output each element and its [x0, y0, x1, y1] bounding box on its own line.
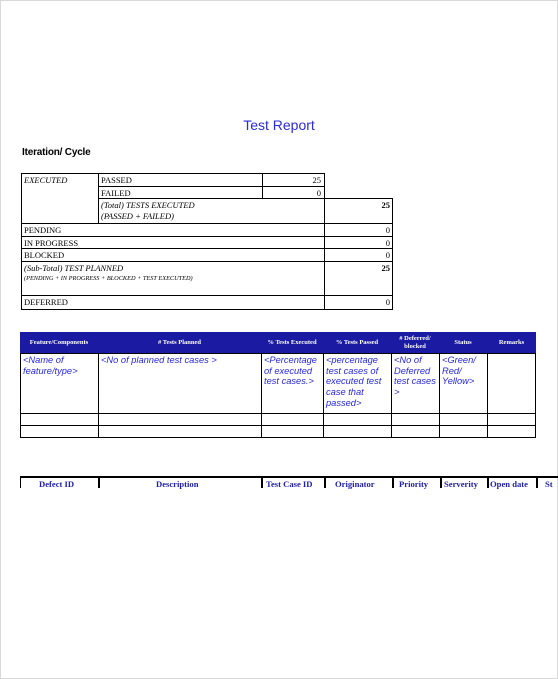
pending-label: PENDING	[24, 225, 62, 235]
failed-label: FAILED	[101, 188, 131, 198]
header-tests-planned: # Tests Planned	[158, 338, 201, 346]
defect-header-severity: Serverity	[444, 479, 478, 489]
defect-header-priority: Priority	[399, 479, 429, 489]
report-title: Test Report	[243, 117, 315, 133]
cell-tests-passed: <percentage test cases of executed test case that passed>	[326, 355, 382, 408]
cell-tests-planned: <No of planned test cases >	[101, 355, 217, 365]
in-progress-value: 0	[385, 238, 390, 248]
header-deferred-line2: blocked	[404, 342, 426, 350]
subtotal-value: 25	[381, 263, 390, 273]
cell-feature: <Name of feature/type>	[23, 355, 78, 376]
executed-label: EXECUTED	[24, 175, 68, 185]
total-executed-value: 25	[381, 200, 390, 210]
total-executed-label: (Total) TESTS EXECUTED	[101, 200, 195, 210]
header-tests-passed: % Tests Passed	[335, 338, 379, 346]
defect-header-id: Defect ID	[39, 479, 75, 489]
failed-value: 0	[316, 188, 321, 198]
header-remarks: Remarks	[498, 338, 525, 346]
header-deferred	[391, 332, 439, 353]
in-progress-label: IN PROGRESS	[24, 238, 79, 248]
defect-header-status: St	[545, 479, 553, 489]
blocked-label: BLOCKED	[24, 250, 65, 260]
cell-deferred: <No of Deferred test cases >	[394, 355, 436, 398]
defect-header-originator: Originator	[335, 479, 375, 489]
passed-value: 25	[312, 175, 321, 185]
deferred-value: 0	[385, 297, 390, 307]
header-feature: Feature/Components	[29, 338, 89, 346]
status-table-header	[20, 332, 536, 353]
blocked-value: 0	[385, 250, 390, 260]
header-status: Status	[454, 338, 472, 346]
iteration-label: Iteration/ Cycle	[22, 147, 91, 158]
defect-header-test-case-id: Test Case ID	[266, 479, 313, 489]
cell-tests-executed: <Percentage of executed test cases.>	[264, 355, 317, 387]
subtotal-formula: (PENDING + IN PROGRESS + BLOCKED + TEST EXECUTED)	[24, 275, 193, 282]
header-deferred-line1: # Deferred/	[399, 334, 431, 342]
defect-header-open-date: Open date	[490, 479, 528, 489]
deferred-label: DEFERRED	[24, 297, 68, 307]
cell-status: <Green/ Red/ Yellow>	[442, 355, 476, 387]
subtotal-label: (Sub-Total) TEST PLANNED	[24, 263, 124, 273]
header-tests-executed: % Tests Executed	[267, 338, 317, 346]
pending-value: 0	[385, 225, 390, 235]
defect-header-description: Description	[156, 479, 199, 489]
total-executed-formula: (PASSED + FAILED)	[101, 211, 174, 221]
passed-label: PASSED	[101, 175, 132, 185]
